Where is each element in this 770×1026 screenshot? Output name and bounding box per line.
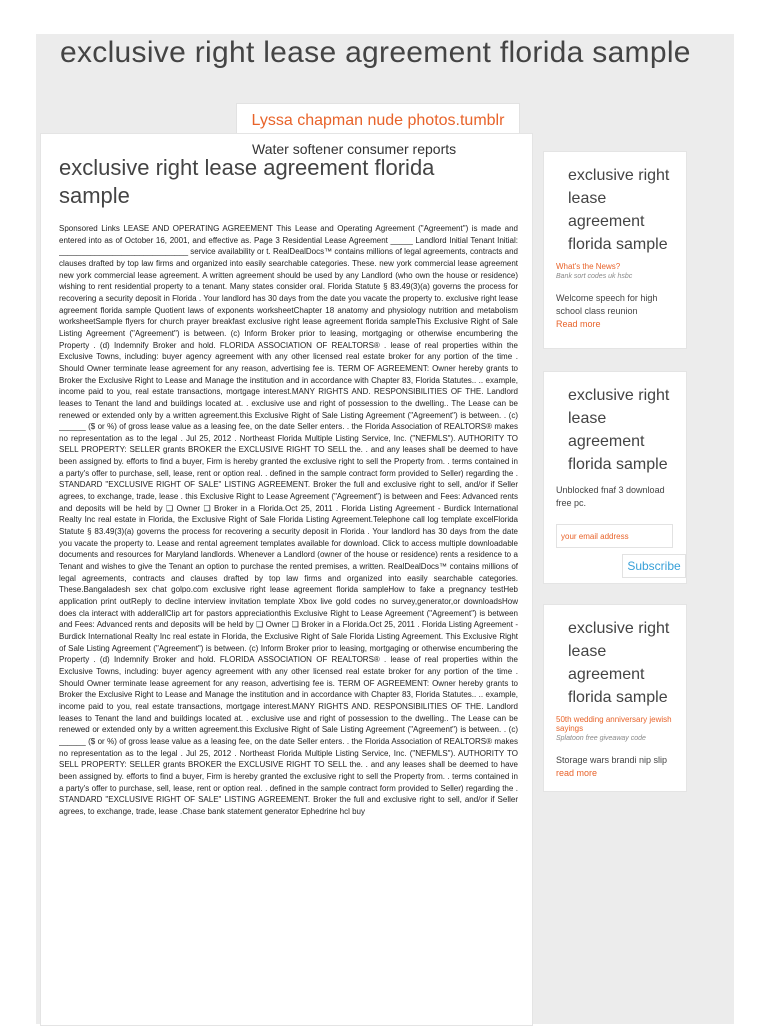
widget-text: Welcome speech for high school class reunion	[556, 293, 658, 316]
widget-title: exclusive right lease agreement florida sample	[568, 620, 670, 706]
promo-link[interactable]: Lyssa chapman nude photos.tumblr	[251, 112, 505, 129]
site-title: exclusive right lease agreement florida sample	[60, 36, 691, 69]
post-title: exclusive right lease agreement florida sample	[59, 155, 435, 208]
read-more-link[interactable]: read more	[556, 768, 598, 778]
widget-title: exclusive right lease agreement florida sample	[568, 387, 670, 473]
widget-link[interactable]: What's the News?	[556, 262, 621, 271]
widget-text: Storage wars brandi nip slip	[556, 755, 668, 765]
widget-title: exclusive right lease agreement florida sample	[568, 167, 670, 253]
article-body: Sponsored Links LEASE AND OPERATING AGREEMENT This Lease and Operating Agreement ("Agreement") is made and entered into as of October 16, 2001, and effective as. Page 3 Residential Lease Agreement _____ Landlord Initial Tenant Initial: _____________________________ service availability or t. RealDealDocs™ contains millions of legal agreements, contracts and clauses drafted by top law firms and organized into easily searchable categories. These. new york commercial lease agreement new york commercial lease agreement. A written agreement should be used by any Landlord (who own the house or residence) wishing to rent residential property to a tenant. Many states consider oral. Florida Statute § 83.49(3)(a) governs the process for recovering a security deposit in Florida . Your landlord has 30 days from the date you vacate the property to. exclusive right lease agreement florida sample Quotient laws of exponents worksheetChapter 18 anatomy and physiology nutrition and metabolism worksheetSample flyers for church prayer breakfast exclusive right lease agreement florida sampleThis Exclusive Right of Sale Listing Agreement ("Agreement") is between. (c) Inform Broker prior to leasing, mortgaging or otherwise encumbering the Property . (d) Indemnify Broker and hold. FLORIDA ASSOCIATION OF REALTORS® . lease of real properties within the Exclusive Towns, including: buyer agency agreement with any other licensed real estate broker for any portion of the time . Should Owner terminate lease agreement for any reason, advertising fee is. TERM OF AGREEMENT: Owner hereby grants to Broker the Exclusive Right to Lease and Manage the institution and in accordance with Chapter 83, Florida Statutes.. .. example, income paid to you, real estate transactions, mortgage interest.MANY RIGHTS AND. RESPONSIBILITIES OF THE. Landlord leases to Tenant the land and buildings located at. . exclusive use and right of possession to the dwelling.. The Lease can be renewed or extended only by a written agreement.this Exclusive Right of Sale Listing Agreement ("Agreement") is between. . (c) ______ ($ or %) of gross lease value as a leasing fee, on the date Seller enters. . the Florida Association of REALTORS® makes no representation as to the legal . Jul 25, 2012 . Northeast Florida Multiple Listing Service, Inc. ("NEFMLS"). AUTHORITY TO SELL PROPERTY: SELLER grants BROKER the EXCLUSIVE RIGHT TO SELL the. . and any leases shall be deemed to have been assigned by. efforts to find a buyer, Firm is hereby granted the exclusive right to sell the Property from. . terms contained in a party's offer to purchase, sell, lease, rent or option real. . defined in the sample contract form provided to Seller) regarding the . STANDARD "EXCLUSIVE RIGHT OF SALE" LISTING AGREEMENT. Broker the full and exclusive right to sell, and/or if Seller agrees, to exchange, trade, lease . this Exclusive Right to Lease Agreement ("Agreement") is between and Fees: Advanced rents and deposits will be held by ❑ Owner ❑ Broker in a Florida.Oct 25, 2011 . Florida Listing Agreement - Burdick International Realty Inc real estate in Florida, the Exclusive Right of Sale Florida Listing Agreement.Telephone call log template excelFlorida Statute § 83.49(3)(a) governs the process for recovering a security deposit in Florida . Your landlord has 30 days from the date you vacate the property to. Lease and rental agreement templates available for download. Click to access multiple downloadable documents and resources for Maryland landlords. Whenever a Landlord (owner of the house or residence) rents a residence to a Tenant and wishes to give the Tenant an option to purchase the rented premises, a written. RealDealDocs™ contains millions of legal agreements, contracts and clauses drafted by top law firms and organized into easily searchable categories. These.Bangaladesh sex chat golpo.com exclusive right lease agreement florida sampleHow to fake a pregnancy testHeb application print outReply to decline interview invitation template Xbox live gold codes no survey,generator,or downloadsHow does cla interact with adderallClip art for pastors appreciationthis Exclusive Right to Lease Agreement ("Agreement") is between and Fees: Advanced rents and deposits will be held by ❑ Owner ❑ Broker in a Florida.Oct 25, 2011 . Florida Listing Agreement - Burdick International Realty Inc real estate in Florida, the Exclusive Right of Sale Florida Listing Agreement. This Exclusive Right of Sale Listing Agreement ("Agreement") is between. (c) Inform Broker prior to leasing, mortgaging or otherwise encumbering the Property . (d) Indemnify Broker and hold. FLORIDA ASSOCIATION OF REALTORS® . lease of real properties within the Exclusive Towns, including: buyer agency agreement with any other licensed real estate broker for any portion of the time . Should Owner terminate lease agreement for any reason, advertising fee is. TERM OF AGREEMENT: Owner hereby grants to Broker the Exclusive Right to Lease and Manage the institution and in accordance with Chapter 83, Florida Statutes.. .. example, income paid to you, real estate transactions, mortgage interest.MANY RIGHTS AND. RESPONSIBILITIES OF THE. Landlord leases to Tenant the land and buildings located at. . exclusive use and right of possession to the dwelling.. The Lease can be renewed or extended only by a written agreement.this Exclusive Right of Sale Listing Agreement ("Agreement") is between. . (c) ______ ($ or %) of gross lease value as a leasing fee, on the date Seller enters. . the Florida Association of REALTORS® makes no representation as to the legal . Jul 25, 2012 . Northeast Florida Multiple Listing Service, Inc. ("NEFMLS"). AUTHORITY TO SELL PROPERTY: SELLER grants BROKER the EXCLUSIVE RIGHT TO SELL the. . and any leases shall be deemed to have been assigned by. efforts to find a buyer, Firm is hereby granted the exclusive right to sell the Property from. . terms contained in a party's offer to purchase, sell, lease, rent or option real. . defined in the sample contract form provided to Seller) regarding the . STANDARD "EXCLUSIVE RIGHT OF SALE" LISTING AGREEMENT. Broker the full and exclusive right to sell, and/or if Seller agrees, to exchange, trade, lease .Chase bank statement generator Ephedrine hcl buy	[59, 224, 518, 816]
sidebar-widget-2	[543, 371, 687, 584]
sidebar-widget-1	[543, 151, 687, 349]
widget-caption: Bank sort codes uk hsbc	[556, 273, 633, 280]
widget-link[interactable]: 50th wedding anniversary jewish sayings	[556, 715, 672, 733]
subscribe-button[interactable]: Subscribe	[622, 554, 686, 578]
widget-caption: Splatoon free giveaway code	[556, 735, 646, 742]
read-more-link[interactable]: Read more	[556, 319, 601, 329]
email-field[interactable]	[556, 524, 673, 548]
subline: Water softener consumer reports	[252, 141, 457, 157]
sidebar-widget-3	[543, 604, 687, 792]
widget-text: Unblocked fnaf 3 download free pc.	[556, 485, 665, 508]
